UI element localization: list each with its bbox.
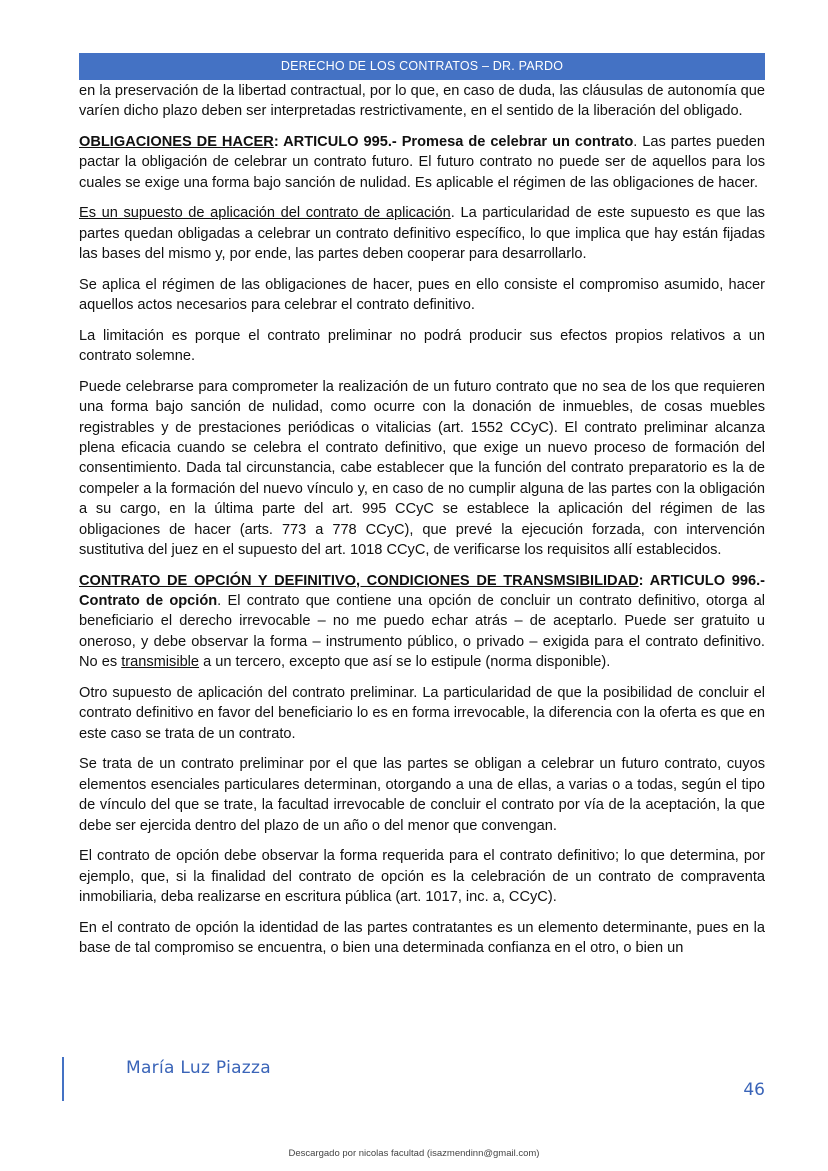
paragraph-text: . La particularidad de este supuesto es que las partes quedan obligadas a celebrar un contrato definitivo específico, lo que implica que hay están fijadas las bases del mismo y, por ende, las partes deben cooperar para desarrollarlo. bbox=[79, 205, 765, 263]
paragraph-article-996 bbox=[79, 571, 765, 673]
download-note: Descargado por nicolas facultad (isazmendinn@gmail.com) bbox=[288, 1148, 540, 1159]
footer-author: María Luz Piazza bbox=[126, 1058, 271, 1078]
article-995-text: . Las partes pueden pactar la obligación de celebrar un contrato futuro. El futuro contrato no puede ser de aquellos para los cuales se exige una forma bajo sanción de nulidad. Es aplicable el régimen de las obligaciones de hacer. bbox=[79, 134, 765, 191]
article-996-text-b: a un tercero, excepto que así se lo estipule (norma disponible). bbox=[199, 654, 611, 671]
paragraph-supuesto-aplicacion bbox=[79, 203, 765, 264]
document-body bbox=[79, 81, 765, 969]
paragraph-contrato-preliminar: Se trata de un contrato preliminar por el que las partes se obligan a celebrar un futuro contrato, cuyos elementos esenciales particulares determinan, otorgando a una de ellas, a varias o a todas, según el tipo de vínculo del que se trate, la facultad irrevocable de concluir el contrato por vía de la aceptación, la que debe ser ejercida dentro del plazo de un año o del menor que convengan. bbox=[79, 756, 765, 834]
running-header: DERECHO DE LOS CONTRATOS – DR. PARDO bbox=[79, 53, 765, 80]
heading-colon: : bbox=[638, 572, 644, 589]
article-995-title: ARTICULO 995.- Promesa de celebrar un contrato bbox=[278, 134, 634, 150]
section-heading-contrato-de-opcion: CONTRATO DE OPCIÓN Y DEFINITIVO, CONDICIONES DE TRANSMSIBILIDAD bbox=[79, 572, 639, 589]
footer-divider bbox=[62, 1057, 64, 1101]
page-number: 46 bbox=[743, 1080, 765, 1100]
underlined-lead: Es un supuesto de aplicación del contrato de aplicación bbox=[79, 205, 451, 222]
underlined-word: transmisible bbox=[121, 654, 200, 671]
paragraph-limitacion: La limitación es porque el contrato preliminar no podrá producir sus efectos propios relativos a un contrato solemne. bbox=[79, 327, 765, 365]
paragraph-otro-supuesto: Otro supuesto de aplicación del contrato preliminar. La particularidad de que la posibilidad de concluir el contrato definitivo en favor del beneficiario lo es en forma irrevocable, la diferencia con la oferta es que en este caso se trata de un contrato. bbox=[79, 684, 765, 742]
heading-colon: : bbox=[273, 134, 279, 150]
paragraph-identidad-partes: En el contrato de opción la identidad de las partes contratantes es un elemento determinante, pues en la base de tal compromiso se encuentra, o bien una determinada confianza en el otro, o bien un bbox=[79, 919, 765, 956]
article-996-text-a: . El contrato que contiene una opción de concluir un contrato definitivo, otorga al beneficiario el derecho irrevocable – no me puedo echar atrás – de aceptarlo. Puede ser gratuito u oneroso, y debe observar la forma – instrumento público, o privado – exigida para el contrato definitivo. No es bbox=[79, 593, 765, 671]
article-996-title: ARTICULO 996.- Contrato de opción bbox=[79, 572, 765, 610]
paragraph-continuation: en la preservación de la libertad contractual, por lo que, en caso de duda, las cláusulas de autonomía que varíen dicho plazo deben ser interpretadas restrictivamente, en el sentido de la liberación del obligado. bbox=[79, 83, 765, 120]
section-heading-obligaciones-de-hacer: OBLIGACIONES DE HACER bbox=[79, 134, 274, 150]
paragraph-forma-requerida: El contrato de opción debe observar la forma requerida para el contrato definitivo; lo que determina, por ejemplo, que, si la finalidad del contrato de opción es la celebración de un contrato de compraventa inmobiliaria, deba realizarse en escritura pública (art. 1017, inc. a, CCyC). bbox=[79, 848, 765, 905]
paragraph-regimen-obligaciones: Se aplica el régimen de las obligaciones de hacer, pues en ello consiste el compromiso asumido, hacer aquellos actos necesarios para celebrar el contrato definitivo. bbox=[79, 276, 765, 314]
paragraph-celebracion: Puede celebrarse para comprometer la realización de un futuro contrato que no sea de los que requieren una forma bajo sanción de nulidad, como ocurre con la donación de inmuebles, de cosas muebles registrables y de prestaciones periódicas o vitalicias (art. 1552 CCyC). El contrato preliminar alcanza plena eficacia cuando se celebra el contrato definitivo, que exige un nuevo proceso de formación del consentimiento. Dada tal circunstancia, cabe establecer que la función del contrato preparatorio es la de compeler a la formación del nuevo vínculo y, en caso de no cumplir alguna de las partes con la obligación a su cargo, en la última parte del art. 995 CCyC se establece la aplicación del régimen de las obligaciones de hacer (arts. 773 a 778 CCyC), que prevé la ejecución forzada, con intervención sustitutiva del juez en el supuesto del art. 1018 CCyC, de verificarse los requisitos allí establecidos. bbox=[79, 378, 765, 559]
paragraph-article-995 bbox=[79, 132, 765, 193]
